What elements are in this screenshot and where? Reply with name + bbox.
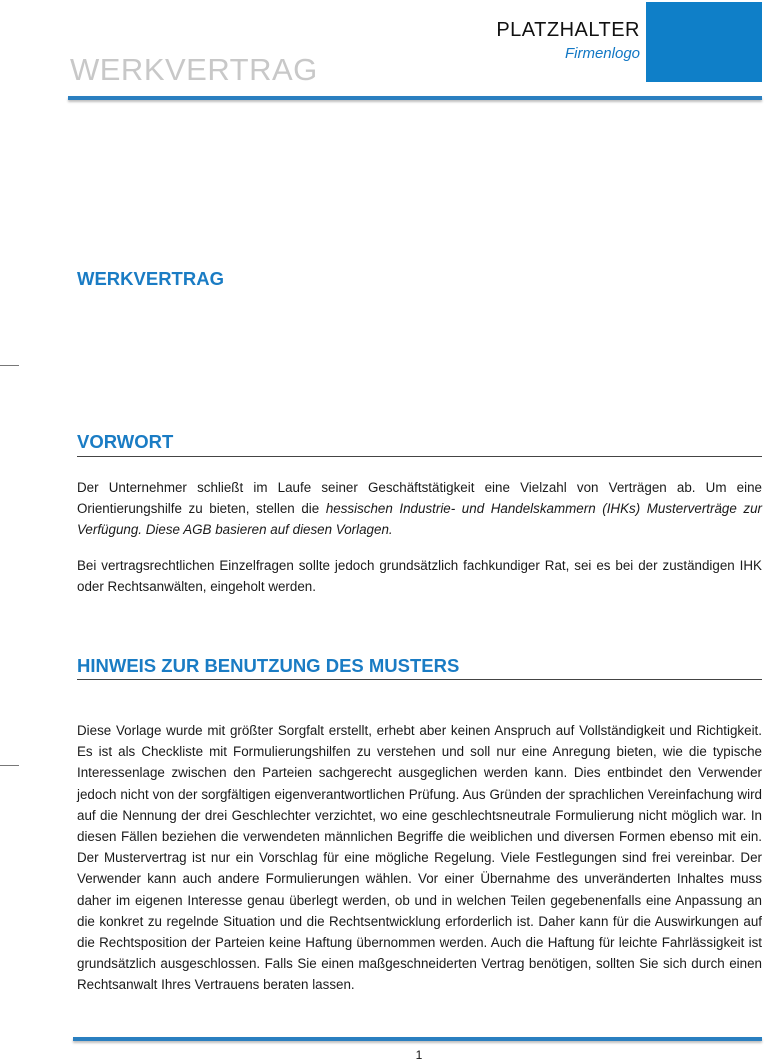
vorwort-paragraph-2: Bei vertragsrechtlichen Einzelfragen sollte jedoch grundsätzlich fachkundiger Rat, sei es bei der zuständigen IHK oder Rechtsanwälten, eingeholt werden. xyxy=(77,558,762,595)
company-logo-text xyxy=(496,20,640,61)
header-rule xyxy=(68,96,762,100)
vorwort-paragraph-1-text: Der Unternehmer schließt im Laufe seiner Geschäftstätigkeit eine Vielzahl von Verträgen ab. Um eine Orientierungshilfe zu bieten, stellen die xyxy=(77,480,762,517)
fold-mark-top xyxy=(0,365,19,366)
logo-subtitle: Firmenlogo xyxy=(564,45,640,62)
header-title: WERKVERTRAG xyxy=(70,52,318,87)
heading-vorwort: VORWORT xyxy=(77,431,174,452)
heading-rule-hinweis xyxy=(77,679,762,680)
heading-rule-vorwort xyxy=(77,456,762,457)
page-number: 1 xyxy=(415,1048,423,1062)
vorwort-paragraph-1 xyxy=(77,477,762,541)
fold-mark-middle xyxy=(0,765,19,766)
logo-placeholder-text: PLATZHALTER xyxy=(496,19,640,41)
vorwort-paragraph-1-italic: hessischen Industrie- und Handelskammern (IHKs) Musterverträge zur Verfügung. Diese AGB basieren auf diesen Vorlagen. xyxy=(77,501,762,538)
heading-hinweis: HINWEIS ZUR BENUTZUNG DES MUSTERS xyxy=(77,655,460,676)
document-title: WERKVERTRAG xyxy=(77,268,224,289)
logo-box xyxy=(646,2,762,82)
hinweis-paragraph: Diese Vorlage wurde mit größter Sorgfalt erstellt, erhebt aber keinen Anspruch auf Vollständigkeit und Richtigkeit. Es ist als Checkliste mit Formulierungshilfen zu verstehen und soll nur eine Anregung bieten, wie die typische Interessenlage zwischen den Parteien sachgerecht ausgeglichen werden kann. Dies entbindet den Verwender jedoch nicht von der sorgfältigen eigenverantwortlichen Prüfung. Aus Gründen der sprachlichen Vereinfachung wird auf die Nennung der drei Geschlechter verzichtet, wo eine geschlechtsneutrale Formulierung nicht möglich war. In diesen Fällen beziehen die verwendeten männlichen Begriffe die weiblichen und diversen Formen ebenso mit ein. Der Mustervertrag ist nur ein Vorschlag für eine mögliche Regelung. Viele Festlegungen sind frei vereinbar. Der Verwender kann auch andere Formulierungen wählen. Vor einer Übernahme des unveränderten Inhaltes muss daher im eigenen Interesse genau überlegt werden, ob und in welchen Teilen gegebenenfalls eine Anpassung an die konkret zu regelnde Situation und die Rechtsentwicklung erforderlich ist. Daher kann für die Auswirkungen auf die Rechtsposition der Parteien keine Haftung übernommen werden. Auch die Haftung für leichte Fahrlässigkeit ist grundsätzlich ausgeschlossen. Falls Sie einen maßgeschneiderten Vertrag benötigen, sollten Sie sich durch einen Rechtsanwalt Ihres Vertrauens beraten lassen. xyxy=(77,723,762,993)
footer-rule xyxy=(73,1037,762,1041)
